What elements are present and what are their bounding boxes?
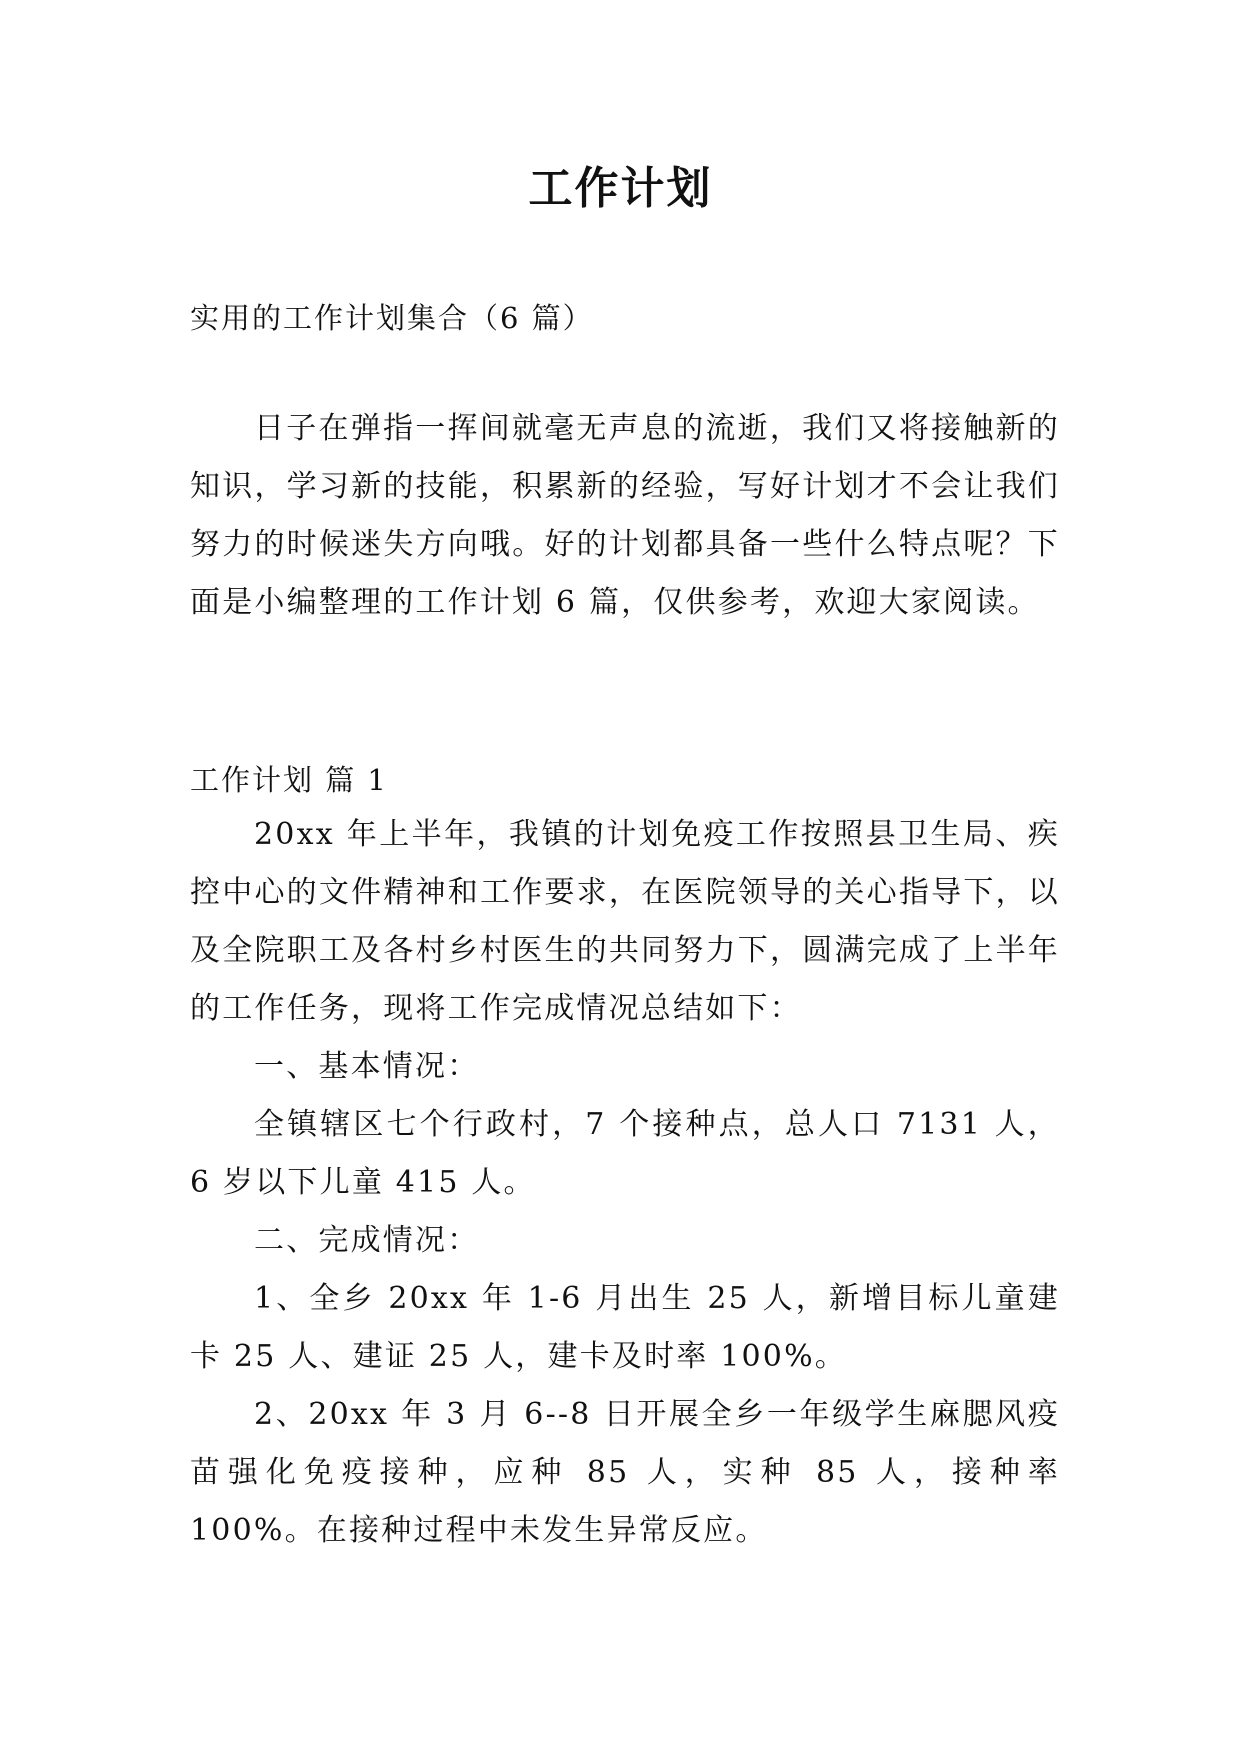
paragraph-basic-heading: 一、基本情况： [254, 1049, 480, 1084]
document-title: 工作计划 [528, 163, 713, 214]
section-heading: 工作计划 篇 1 [190, 763, 388, 797]
paragraph-item-1: 1、全乡 20xx 年 1-6 月出生 25 人，新增目标儿童建卡 25 人、建证 25 人，建卡及时率 100%。 [190, 1281, 1060, 1374]
paragraph-basic-info: 全镇辖区七个行政村，7 个接种点，总人口 7131 人，6 岁以下儿童 415 人。 [190, 1107, 1060, 1200]
intro-block [190, 400, 1060, 632]
intro-paragraph: 日子在弹指一挥间就毫无声息的流逝，我们又将接触新的知识，学习新的技能，积累新的经验，写好计划才不会让我们努力的时候迷失方向哦。好的计划都具备一些什么特点呢？下面是小编整理的工作计划 6 篇，仅供参考，欢迎大家阅读。 [190, 411, 1060, 620]
document-subtitle: 实用的工作计划集合（6 篇） [190, 301, 594, 335]
paragraph-summary: 20xx 年上半年，我镇的计划免疫工作按照县卫生局、疾控中心的文件精神和工作要求，在医院领导的关心指导下，以及全院职工及各村乡村医生的共同努力下，圆满完成了上半年的工作任务，现将工作完成情况总结如下： [190, 817, 1060, 1026]
paragraph-completion-heading: 二、完成情况： [254, 1223, 480, 1258]
section-content [190, 806, 1060, 1560]
paragraph-item-2: 2、20xx 年 3 月 6--8 日开展全乡一年级学生麻腮风疫苗强化免疫接种，应种 85 人，实种 85 人，接种率 100%。在接种过程中未发生异常反应。 [190, 1397, 1060, 1548]
